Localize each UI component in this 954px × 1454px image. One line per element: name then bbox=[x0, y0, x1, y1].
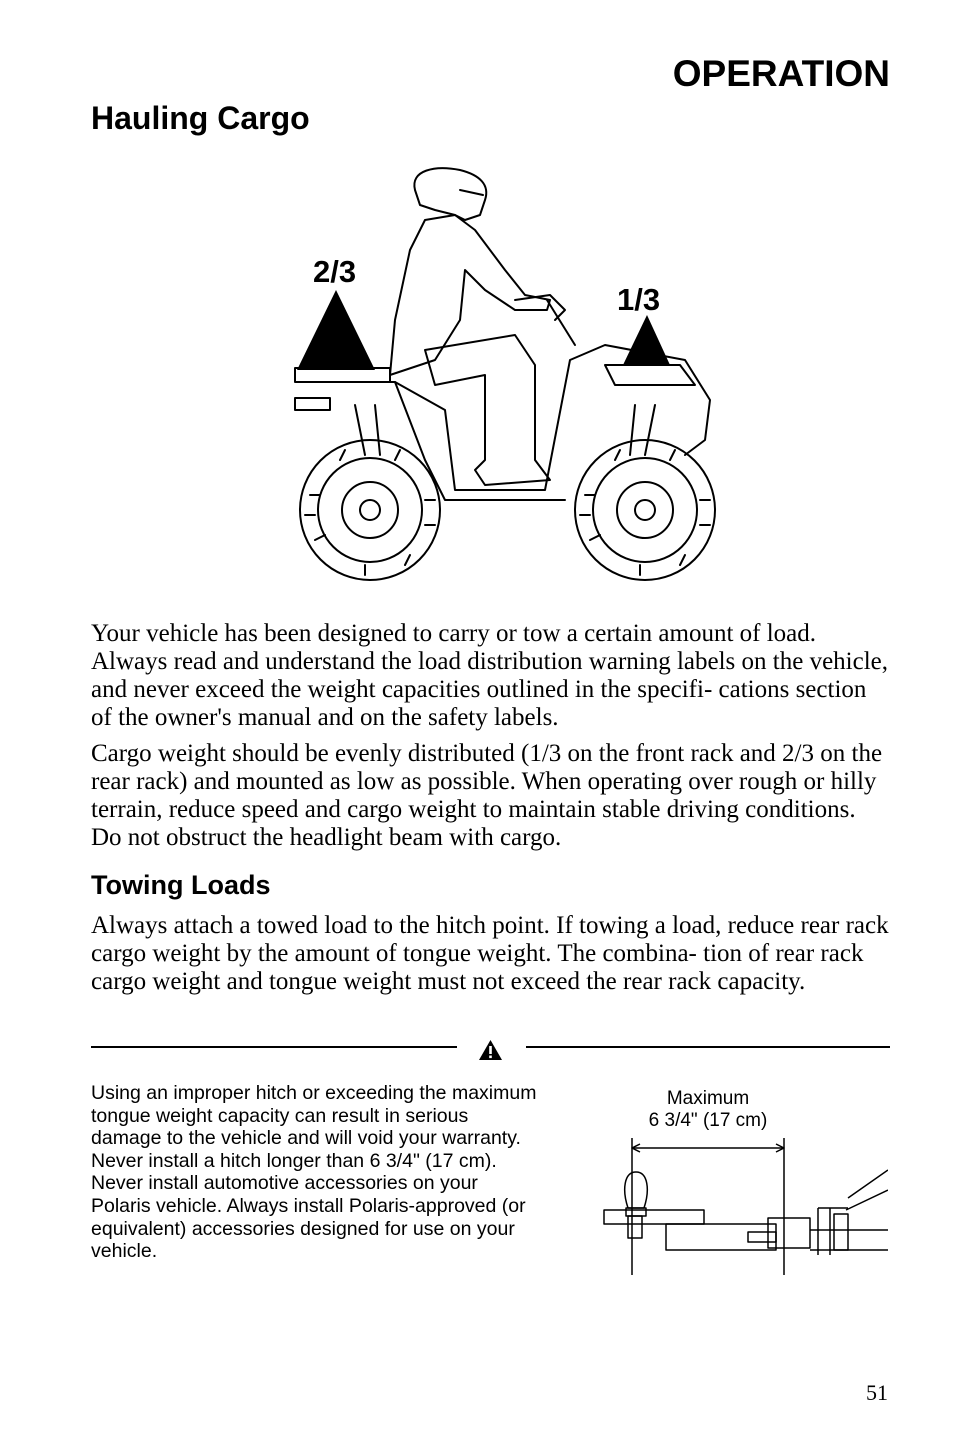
hitch-length-label: 6 3/4" (17 cm) bbox=[648, 1110, 768, 1131]
atv-cargo-illustration bbox=[285, 160, 730, 585]
warning-divider-left bbox=[91, 1046, 457, 1048]
page-number: 51 bbox=[866, 1380, 888, 1405]
hitch-length-diagram bbox=[598, 1080, 888, 1280]
paragraph-cargo-distribution: Cargo weight should be evenly distributed (1/3 on the front rack and 2/3 on the rear rack) and mounted as low as possible. When operating over rough or hilly terrain, reduce speed and cargo weight to maintain stable driving conditions. Do not obstruct the headlight beam with cargo. bbox=[91, 740, 883, 851]
warning-text: Using an improper hitch or exceeding the maximum tongue weight capacity can result in serious damage to the vehicle and will void your warranty. Never install a hitch longer than 6 3/4" (17 cm). Never install automotive accessories on your Polaris vehicle. Always install Polaris-approved (or equivalent) accessories designed for use on your vehicle. bbox=[91, 1082, 537, 1263]
warning-triangle-icon bbox=[478, 1039, 503, 1061]
front-load-label: 1/3 bbox=[617, 282, 661, 317]
front-load-triangle bbox=[623, 315, 670, 365]
section-title: Hauling Cargo bbox=[91, 100, 310, 136]
rear-load-triangle bbox=[297, 290, 375, 370]
paragraph-towing: Always attach a towed load to the hitch point. If towing a load, reduce rear rack cargo weight by the amount of tongue weight. The combina- tion of rear rack cargo weight and tongue weight must not exceed the rear rack capacity. bbox=[91, 912, 889, 995]
page-header-title: OPERATION bbox=[672, 53, 890, 94]
rear-load-label: 2/3 bbox=[313, 254, 357, 289]
paragraph-load-capacity: Your vehicle has been designed to carry or tow a certain amount of load. Always read and understand the load distribution warning labels on the vehicle, and never exceed the weight capacities outlined in the specifi- cations section of the owner's manual and on the safety labels. bbox=[91, 620, 889, 731]
hitch-max-label: Maximum bbox=[666, 1088, 750, 1109]
warning-divider-right bbox=[526, 1046, 890, 1048]
towing-loads-title: Towing Loads bbox=[91, 870, 271, 900]
